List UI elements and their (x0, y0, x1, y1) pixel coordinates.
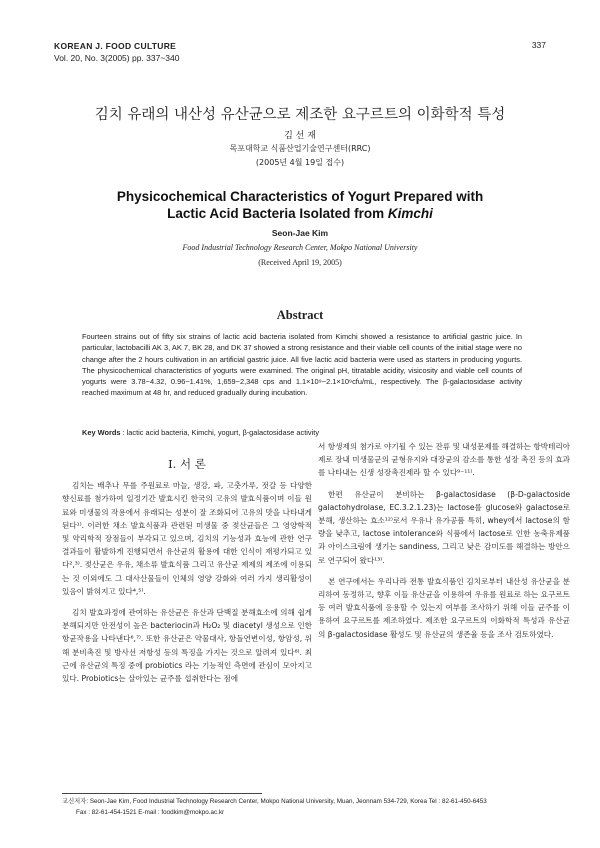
korean-received-date: (2005년 4월 19일 접수) (255, 158, 345, 167)
english-affiliation: Food Industrial Technology Research Center, Mokpo National University (182, 243, 418, 252)
corresponding-author-footnote (62, 797, 582, 818)
english-author: Seon-Jae Kim (271, 228, 329, 238)
english-received-date: (Received April 19, 2005) (258, 258, 342, 267)
keywords (82, 428, 522, 437)
body-paragraph: 본 연구에서는 우리나라 전통 발효식품인 김치로부터 내산성 유산균을 분리하여 동정하고, 향후 이들 유산균을 이용하여 우유를 원료로 하는 요구르트 등 여러 발효식품에 응용할 수 있는지 여부를 조사하기 위해 이들 균주를 이용하여 요구르트를 제조하였다. 제조한 요구르트의 이화학적 특성과 유산균의 β-galactosidase 활성도 및 유산균의 생존율 등을 조사 검토하였다. (318, 576, 570, 639)
korean-affiliation: 목포대학교 식품산업기술연구센터(RRC) (229, 144, 371, 153)
english-title-line2-text: Lactic Acid Bacteria Isolated from (167, 206, 388, 221)
english-title-line1: Physicochemical Characteristics of Yogurt Prepared with (116, 189, 484, 204)
section-heading-introduction: I. 서 론 (168, 457, 206, 471)
keywords-text: : lactic acid bacteria, Kimchi, yogurt, β-galactosidase activity (120, 428, 320, 437)
footnote-line1: 교신저자: Seon-Jae Kim, Food Industrial Technology Research Center, Mokpo National University, Muan, Jeonnam 534-729, Korea Tel : 82-61-450-6453 (62, 798, 487, 805)
english-title-line2 (0, 205, 600, 222)
journal-header (54, 40, 179, 64)
english-title (0, 188, 600, 222)
footnote-line2: Fax : 82-61-454-1521 E-mail : foodkim@mokpo.ac.kr (76, 808, 225, 816)
korean-author: 김 선 재 (284, 131, 316, 141)
english-title-kimchi: Kimchi (387, 206, 433, 221)
journal-name: KOREAN J. FOOD CULTURE (54, 41, 177, 51)
body-paragraph: 김치는 배추나 무를 주원료로 마늘, 생강, 파, 고춧가루, 젓갈 등 다양한 향신료를 첨가하여 일정기간 발효시킨 한국의 고유의 발효식품이며 이들 원료와 미생물의 작용에서 유래되는 성분이 잘 조화되어 고유의 맛을 나타내게 된다¹⁾. 이러한 채소 발효식품과 관련된 미생물 중 젖산균들은 그 영양학적 및 약리학적 장점들이 부각되고 있으며, 김치의 기능성과 효능에 관한 연구결과들이 활발하게 진행되면서 유산균의 활용에 대한 인식이 재평가되고 있다²,³⁾. 젖산균은 우유, 채소류 발효식품 그리고 유산균 제제의 제조에 이용되는 것 이외에도 그 대사산물들이 인체의 영양 강화와 여러 가지 생리활성이 있음이 밝혀지고 있다⁴,⁵⁾. (62, 481, 312, 596)
body-paragraph: 서 항생제의 첨가로 야기될 수 있는 잔류 및 내성문제를 해결하는 항박테리아제로 장내 미생물군의 균형유지와 대장균의 감소를 통한 성장 촉진 등의 효과를 나타내는 신생 성장촉진제라 할 수 있다⁹⁻¹¹⁾. (318, 442, 570, 478)
right-column (318, 440, 570, 649)
keywords-label: Key Words (82, 428, 121, 437)
left-column (62, 458, 312, 693)
abstract-body: Fourteen strains out of fifty six strains of lactic acid bacteria isolated from Kimchi showed a resistance to artificial gastric juice. In particular, lactobacilli AK 3, AK 7, BK 28, and DK 37 showed a strong resistance and their viable cell counts of the initial stage were no change after the 2 hours cultivation in an artificial gastric juice. All five lactic acid bacteria were used as starters in producing yogurts. The physicochemical characteristics of yogurts were examined. The original pH, titratable acidity, visicosity and viable cell counts of yogurts were 3.78~4.32, 0.96~1.41%, 1,659~2,348 cps and 1.1×10⁹~2.1×10⁹cfu/mL, respectively. The β-galactosidase activity reached maximum at 48 hr, and reduced gradually during incubation. (82, 332, 522, 398)
abstract-heading: Abstract (276, 308, 324, 322)
korean-title: 김치 유래의 내산성 유산균으로 제조한 요구르트의 이화학적 특성 (94, 107, 506, 123)
footnote-divider (62, 793, 262, 794)
body-paragraph: 한편 유산균이 분비하는 β-galactosidase (β-D-galactoside galactohydrolase, EC.3.2.1.23)는 lactose를 glucose와 galactose로 분해, 생산하는 효소¹²⁾로서 우유나 유가공품 특히, whey에서 lactose의 함량을 낮추고, lactose intolerance와 식품에서 lactose로 인한 농축유제품과 아이스크림에 생기는 sandiness, 그리고 낮은 감미도를 해결하는 방안으로 연구되어 왔다¹³⁾. (318, 489, 570, 565)
body-paragraph: 김치 발효과정에 관여하는 유산균은 유산과 단백질 분해효소에 의해 쉽게 분해되지만 안전성이 높은 bacteriocin과 H₂O₂ 및 diacetyl 생성으로 인한 항균작용을 나타낸다⁶,⁷⁾. 또한 유산균은 약물대사, 항돌연변이성, 항암성, 위해 분비촉진 및 방사선 저항성 등의 특징을 가지는 것으로 알려져 있다⁸⁾. 최근에 유산균의 특징 중에 probiotics 라는 기능적인 측면에 관심이 모아지고 있다. Probiotics는 살아있는 균주를 섭취한다는 점에 (62, 608, 312, 684)
page-number: 337 (531, 40, 546, 50)
journal-volume: Vol. 20, No. 3(2005) pp. 337~340 (54, 53, 180, 63)
